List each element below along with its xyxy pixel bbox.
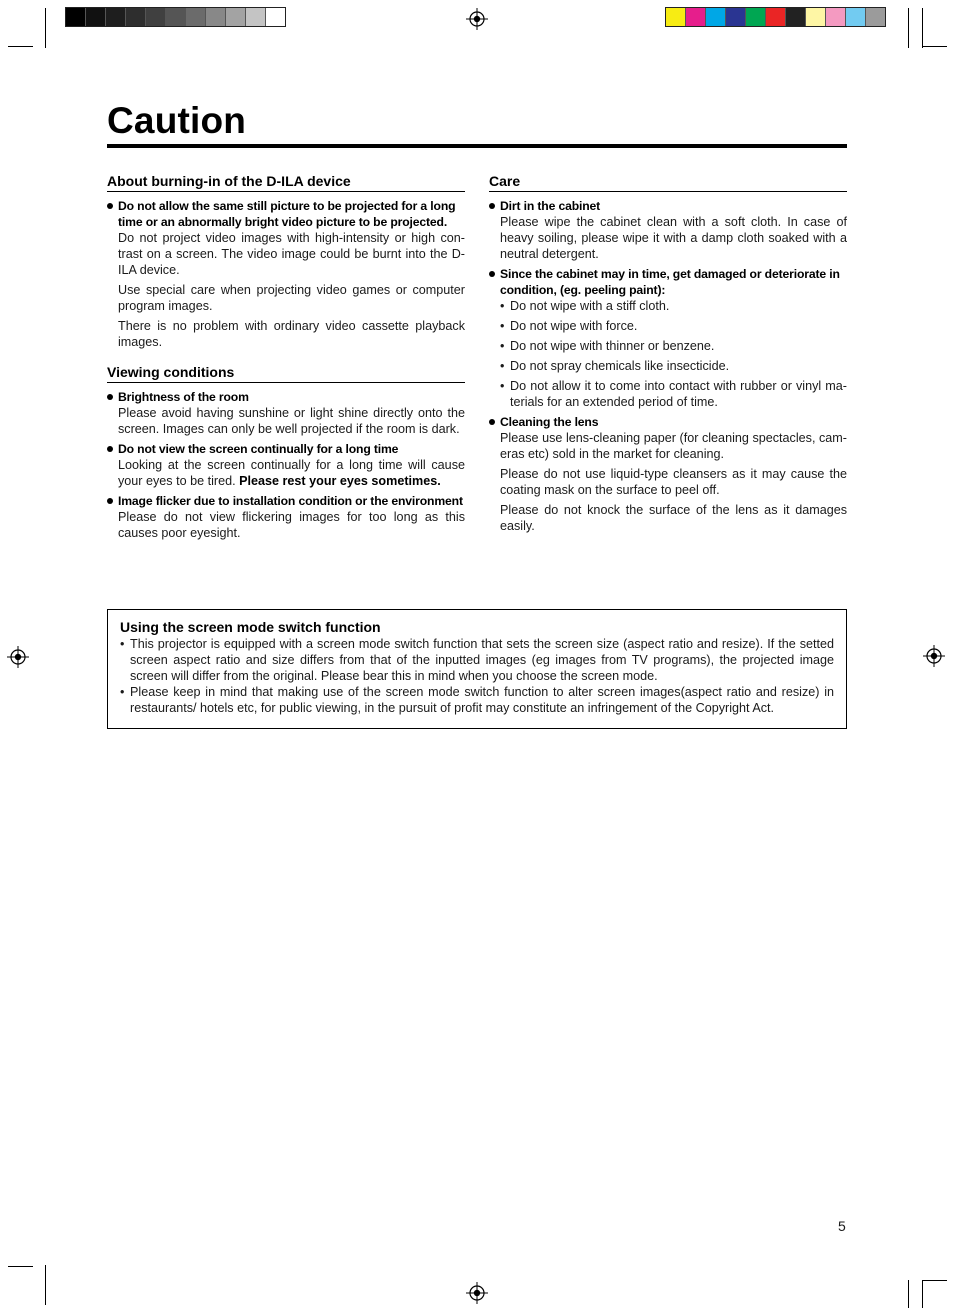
bullet-symbol: • [120,637,125,651]
paragraph: Please do not knock the surface of the lens as it damages easily. [500,503,847,533]
paragraph: Please do not view flickering images for too long as this causes poor eyesight. [118,510,465,540]
section-heading-viewing: Viewing conditions [107,364,465,383]
color-swatch-7 [806,8,826,26]
grayscale-swatch-2 [106,8,126,26]
paragraph: Use special care when projecting video games or computer program images. [118,283,465,313]
grayscale-swatch-0 [66,8,86,26]
grayscale-swatch-9 [246,8,266,26]
sub-bullet [500,338,847,354]
notice-item-text: Please keep in mind that making use of the screen mode switch function to alter screen images(aspect ratio and resize) in restaurants/ hotels etc, for public viewing, in the pursuit of profit may constitute an infringement of the Copyright Act. [130,685,834,715]
notice-title: Using the screen mode switch function [120,619,381,635]
right-column [489,173,847,538]
notice-item [120,636,834,684]
bullet-symbol: • [500,319,505,333]
color-swatch-3 [726,8,746,26]
item-heading: Do not allow the same still picture to be projected for a long time or an abnormally bright video picture to be projected. [118,199,456,229]
color-swatch-9 [846,8,866,26]
sub-bullet-text: Do not allow it to come into contact with rubber or vinyl ma- terials for an extended period of time. [510,379,847,409]
sub-bullet [500,318,847,334]
sub-bullet-text: Do not wipe with thinner or benzene. [510,339,715,353]
list-item [107,389,465,437]
grayscale-swatch-4 [146,8,166,26]
color-swatch-0 [666,8,686,26]
sub-bullet-text: Do not wipe with force. [510,319,638,333]
bullet-dot-icon [489,271,495,277]
grayscale-swatch-6 [186,8,206,26]
grayscale-swatch-1 [86,8,106,26]
item-heading: Cleaning the lens [500,415,599,429]
list-item [489,198,847,262]
notice-item [120,684,834,716]
sub-bullet-text: Do not spray chemicals like insecticide. [510,359,730,373]
paragraph-text: Looking at the screen continually for a long time will cause your eyes to be tired. [118,458,465,488]
left-column [107,173,465,545]
bullet-dot-icon [107,394,113,400]
bullet-symbol: • [500,359,505,373]
paragraph: Please do not use liquid-type cleansers as it may cause the coating mask on the surface to peel off. [500,467,847,497]
bullet-symbol: • [120,685,125,699]
color-swatch-4 [746,8,766,26]
item-heading: Do not view the screen continually for a long time [118,442,399,456]
title-rule [107,144,847,148]
color-swatch-10 [866,8,885,26]
color-bar [665,7,886,27]
paragraph: Do not project video images with high-intensity or high con- trast on a screen. The video image could be burnt into the D-ILA device. [118,231,465,277]
bullet-dot-icon [107,446,113,452]
list-item [489,414,847,534]
item-heading: Image flicker due to installation condition or the environment [118,494,463,508]
color-swatch-8 [826,8,846,26]
bullet-dot-icon [107,498,113,504]
list-item [107,493,465,541]
grayscale-swatch-7 [206,8,226,26]
paragraph: Please wipe the cabinet clean with a soft cloth. In case of heavy soiling, please wipe it with a damp cloth soaked with a neutral detergent. [500,215,847,261]
sub-bullet [500,298,847,314]
color-swatch-2 [706,8,726,26]
color-swatch-6 [786,8,806,26]
grayscale-swatch-5 [166,8,186,26]
emphasis-text: Please rest your eyes sometimes. [239,474,441,488]
item-heading: Brightness of the room [118,390,249,404]
grayscale-bar [65,7,286,27]
registration-mark-icon [923,645,945,667]
registration-mark-icon [7,646,29,668]
paragraph: Please use lens-cleaning paper (for cleaning spectacles, cam- eras etc) sold in the market for cleaning. [500,431,847,461]
paragraph [118,457,465,489]
list-item [107,198,465,350]
grayscale-swatch-3 [126,8,146,26]
section-heading-care: Care [489,173,847,192]
paragraph: There is no problem with ordinary video cassette playback images. [118,319,465,349]
bullet-symbol: • [500,299,505,313]
bullet-symbol: • [500,339,505,353]
sub-bullet [500,378,847,410]
grayscale-swatch-8 [226,8,246,26]
color-swatch-1 [686,8,706,26]
notice-item-text: This projector is equipped with a screen mode switch function that sets the screen size (aspect ratio and resize). If the setted screen aspect ratio and size differs from that of the inputted images (eg images from TV programs), the projected image screen will differ from the original. Please bear this in mind when you choose the screen mode. [130,637,834,683]
item-heading: Dirt in the cabinet [500,199,601,213]
registration-mark-icon [466,8,488,30]
color-swatch-5 [766,8,786,26]
item-heading: Since the cabinet may in time, get damaged or deteriorate in condition, (eg. peeling paint): [500,267,840,297]
sub-bullet-text: Do not wipe with a stiff cloth. [510,299,670,313]
bullet-dot-icon [489,203,495,209]
grayscale-swatch-10 [266,8,285,26]
registration-mark-icon [466,1282,488,1304]
page-number: 5 [838,1218,846,1234]
list-item [489,266,847,410]
sub-bullet [500,358,847,374]
page-title: Caution [107,100,247,141]
bullet-symbol: • [500,379,505,393]
list-item [107,441,465,489]
section-heading-burn-in: About burning-in of the D-ILA device [107,173,465,192]
bullet-dot-icon [489,419,495,425]
bullet-dot-icon [107,203,113,209]
notice-box [107,609,847,729]
paragraph: Please avoid having sunshine or light shine directly onto the screen. Images can only be well projected if the room is dark. [118,406,465,436]
